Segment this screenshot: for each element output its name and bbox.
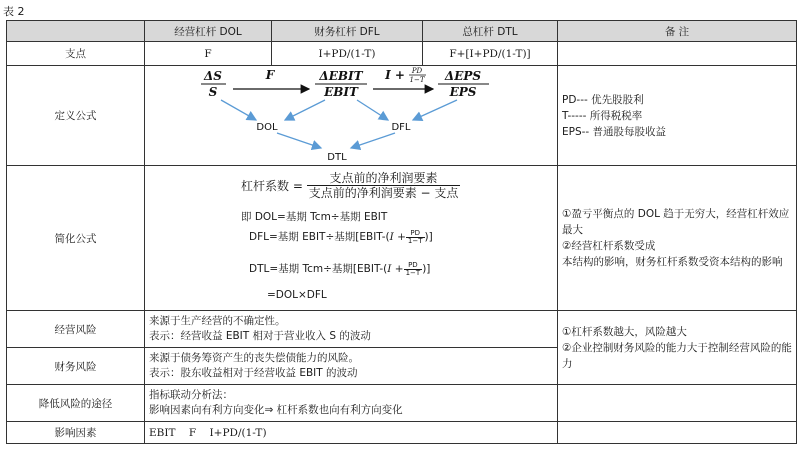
note-line: T----- 所得税税率 [562, 109, 643, 122]
dfl-close: )] [424, 231, 433, 243]
definition-note [558, 66, 797, 166]
lever-ratio-fraction [307, 171, 461, 200]
text-line: 表示：经营收益 EBIT 相对于营业收入 S 的波动 [149, 330, 371, 342]
dtl-formula [249, 261, 430, 277]
frac-s: S [208, 85, 218, 99]
dol-formula: 即 DOL=基期 Tcm÷基期 EBIT [241, 211, 388, 223]
note-line: ①盈亏平衡点的 DOL 趋于无穷大，经营杠杆效应最大 [562, 208, 790, 236]
financial-risk-text [145, 348, 558, 385]
note-line: ②经营杠杆系数受成 [562, 240, 656, 252]
text-line: 表示：股东收益相对于经营收益 EBIT 的波动 [149, 367, 358, 379]
reduce-risk-row [7, 385, 797, 422]
pivot-dol: F [145, 42, 272, 66]
lever-ratio-denominator: 支点前的净利润要素 − 支点 [308, 186, 459, 200]
arrow-dfl-dtl [351, 133, 395, 148]
arrow2-one-minus-t: 1−T [409, 76, 425, 84]
arrow-s-dol [221, 100, 256, 120]
reduce-risk-text [145, 385, 558, 422]
text-line: 来源于债务筹资产生的丧失偿债能力的风险。 [149, 352, 359, 364]
header-note: 备 注 [558, 21, 797, 42]
lever-ratio-formula [241, 171, 460, 200]
pivot-row [7, 42, 797, 66]
note-line: EPS-- 普通股每股收益 [562, 125, 667, 138]
dfl-i-plus: I + [389, 231, 406, 243]
header-dol: 经营杠杆 DOL [145, 21, 272, 42]
table-caption: 表 2 [3, 5, 25, 18]
row-label-operating-risk: 经营风险 [7, 311, 145, 348]
node-dtl: DTL [327, 152, 347, 162]
row-label-pivot: 支点 [7, 42, 145, 66]
dfl-pd-fraction [406, 230, 425, 245]
definition-diagram-cell [145, 66, 558, 166]
node-dfl: DFL [391, 122, 411, 133]
row-label-definition: 定义公式 [7, 66, 145, 166]
text-line: 指标联动分析法： [149, 389, 233, 401]
simplified-row [7, 166, 797, 311]
reduce-risk-note [558, 385, 797, 422]
dfl-one-minus-t: 1−T [407, 236, 423, 245]
arrow1-label: F [265, 68, 275, 82]
factors-note [558, 422, 797, 444]
dtl-i-plus: I + [387, 263, 404, 275]
note-line: ②企业控制财务风险的能力大于控制经营风险的能力 [562, 341, 792, 370]
frac-deps: ΔEPS [444, 69, 482, 83]
dtl-close: )] [422, 263, 431, 275]
operating-risk-text [145, 311, 558, 348]
text-line: 来源于生产经营的不确定性。 [149, 315, 286, 327]
factors-row [7, 422, 797, 444]
frac-eps: EPS [449, 85, 477, 99]
header-dtl: 总杠杆 DTL [423, 21, 558, 42]
dtl-pd-fraction [404, 262, 423, 277]
arrow-ebit-dfl [357, 100, 388, 120]
row-label-factors: 影响因素 [7, 422, 145, 444]
definition-diagram [145, 66, 558, 162]
header-row [7, 21, 797, 42]
operating-risk-row [7, 311, 797, 348]
dtl-prefix: DTL=基期 Tcm÷基期[EBIT-( [249, 263, 388, 275]
simplified-formula-cell [145, 166, 558, 311]
note-line: ①杠杆系数越大，风险越大 [562, 325, 687, 338]
note-line: 本结构的影响，财务杠杆系数受资本结构的影响 [562, 256, 783, 268]
factors-text: EBIT F I+PD/(1-T) [145, 422, 558, 444]
arrow-dol-dtl [277, 133, 321, 148]
header-blank [7, 21, 145, 42]
frac-debit: ΔEBIT [319, 69, 363, 83]
pivot-dtl: F+[I+PD/(1-T)] [423, 42, 558, 66]
dfl-prefix: DFL=基期 EBIT÷基期[EBIT-( [249, 231, 390, 243]
dtl-pd: PD [404, 262, 423, 270]
lever-ratio-numerator: 支点前的净利润要素 [307, 171, 461, 186]
arrow-eps-dfl [413, 100, 457, 120]
row-label-reduce-risk: 降低风险的途径 [7, 385, 145, 422]
leverage-table [6, 20, 797, 444]
frac-ds: ΔS [204, 69, 222, 83]
row-label-financial-risk: 财务风险 [7, 348, 145, 385]
header-dfl: 财务杠杆 DFL [272, 21, 423, 42]
simplified-note [558, 166, 797, 311]
pivot-dfl: I+PD/(1-T) [272, 42, 423, 66]
dfl-formula [249, 229, 433, 245]
text-line: 影响因素向有利方向变化⇒ 杠杆系数也向有利方向变化 [149, 404, 403, 416]
note-line: PD--- 优先股股利 [562, 93, 644, 106]
dfl-pd: PD [406, 230, 425, 238]
lever-ratio-label: 杠杆系数 = [241, 179, 303, 193]
node-dol: DOL [256, 122, 278, 133]
frac-ebit: EBIT [324, 85, 358, 99]
risk-note [558, 311, 797, 385]
arrow2-pd: PD [411, 67, 423, 75]
pivot-note [558, 42, 797, 66]
arrow-ebit-dol [285, 100, 325, 120]
dtl-product: =DOL×DFL [267, 289, 327, 301]
definition-row [7, 66, 797, 166]
row-label-simplified: 简化公式 [7, 166, 145, 311]
arrow2-label: I + [385, 68, 405, 82]
dtl-one-minus-t: 1−T [405, 268, 421, 277]
simplified-formulas [145, 167, 557, 309]
